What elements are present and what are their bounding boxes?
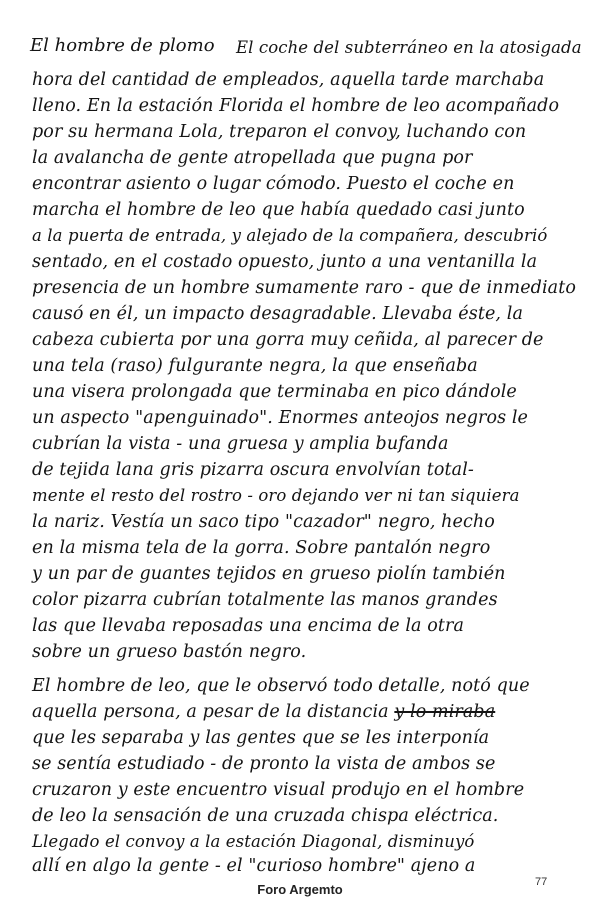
manuscript-line: la nariz. Vestía un saco tipo "cazador" negro, hecho [32,512,495,532]
footer-source: Foro Argemto [257,882,343,897]
manuscript-line-text: aquella persona, a pesar de la distancia [32,702,389,722]
manuscript-line: que les separaba y las gentes que se les interponía [32,728,490,748]
manuscript-line: las que llevaba reposadas una encima de la otra [32,616,465,636]
crossed-out-word: y lo miraba [394,702,496,722]
manuscript-line: se sentía estudiado - de pronto la vista de ambos se [32,754,496,774]
manuscript-line: por su hermana Lola, treparon el convoy, luchando con [32,122,527,142]
manuscript-line: de leo la sensación de una cruzada chispa eléctrica. [32,806,499,826]
manuscript-line: lleno. En la estación Florida el hombre de leo acompañado [32,96,560,116]
manuscript-line: sobre un grueso bastón negro. [32,642,307,662]
manuscript-line: mente el resto del rostro - oro dejando ver ni tan siquiera [32,486,520,505]
manuscript-line [32,704,495,722]
manuscript-line: marcha el hombre de leo que había quedado casi junto [32,200,525,220]
manuscript-line: causó en él, un impacto desagradable. Llevaba éste, la [32,304,523,324]
manuscript-line: encontrar asiento o lugar cómodo. Puesto el coche en [32,174,515,194]
manuscript-line: El coche del subterráneo en la atosigada [236,38,582,57]
manuscript-line: cubrían la vista - una gruesa y amplia bufanda [32,434,449,454]
manuscript-line: de tejida lana gris pizarra oscura envolvían total- [32,460,474,480]
manuscript-line: y un par de guantes tejidos en grueso piolín también [32,564,506,584]
manuscript-line: una tela (raso) fulgurante negra, la que enseñaba [32,356,478,376]
manuscript-title: El hombre de plomo [30,35,215,56]
manuscript-line: la avalancha de gente atropellada que pugna por [32,148,473,168]
manuscript-line: en la misma tela de la gorra. Sobre pantalón negro [32,538,491,558]
manuscript-line: El hombre de leo, que le observó todo detalle, notó que [32,676,530,696]
manuscript-line: cabeza cubierta por una gorra muy ceñida, al parecer de [32,330,544,350]
manuscript-line: cruzaron y este encuentro visual produjo en el hombre [32,780,525,800]
manuscript-line: allí en algo la gente - el "curioso hombre" ajeno a [32,856,476,876]
manuscript-line: a la puerta de entrada, y alejado de la compañera, descubrió [32,226,548,245]
manuscript-line: hora del cantidad de empleados, aquella tarde marchaba [32,70,545,90]
manuscript-line: presencia de un hombre sumamente raro - que de inmediato [32,278,576,298]
page-number: 77 [535,876,548,888]
manuscript-line: color pizarra cubrían totalmente las manos grandes [32,590,498,610]
manuscript-line: sentado, en el costado opuesto, junto a una ventanilla la [32,252,538,272]
manuscript-line: Llegado el convoy a la estación Diagonal, disminuyó [32,832,475,851]
manuscript-line: un aspecto "apenguinado". Enormes anteojos negros le [32,408,529,428]
manuscript-line: una visera prolongada que terminaba en pico dándole [32,382,517,402]
